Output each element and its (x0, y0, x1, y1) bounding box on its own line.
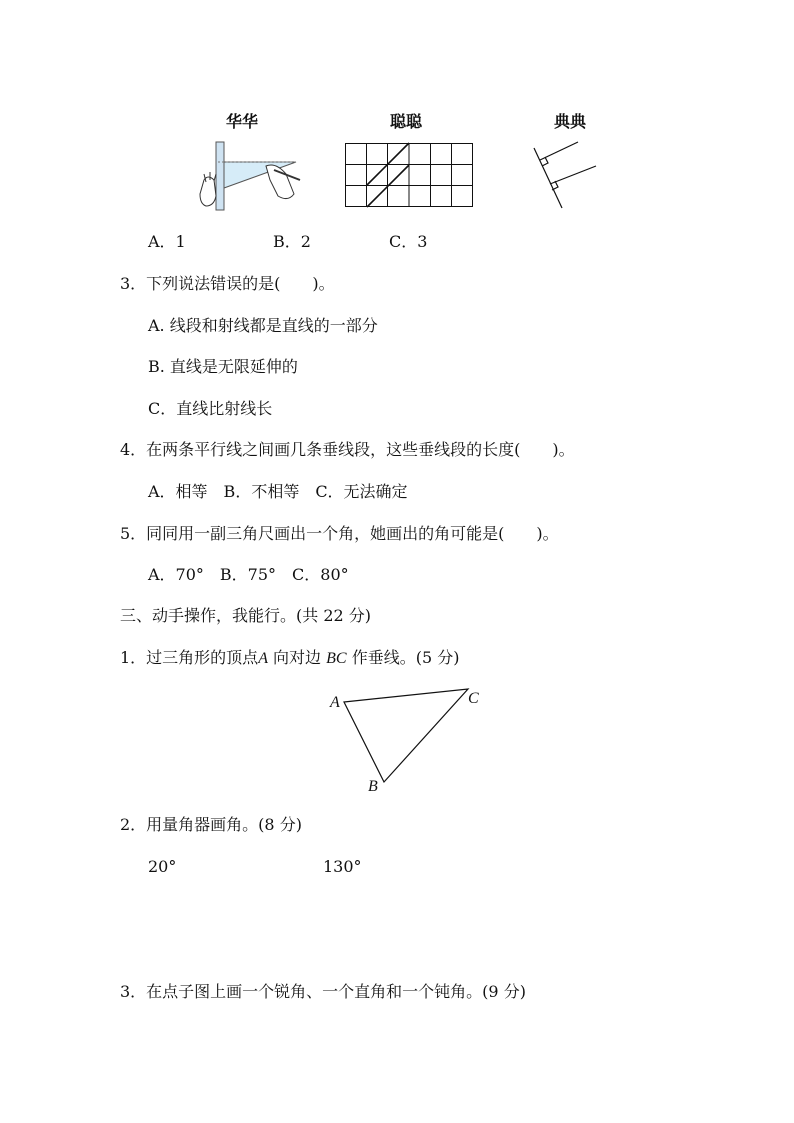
q3-option-c: C．直线比射线长 (148, 399, 273, 418)
triangle-abc (330, 680, 490, 800)
q3-stem: 3．下列说法错误的是( )。 (120, 274, 335, 293)
q3-option-a: A. 线段和射线都是直线的一部分 (148, 316, 378, 335)
s3-q1-stem: 1．过三角形的顶点A 向对边 BC 作垂线。(5 分) (120, 648, 460, 667)
congcong-grid-illustration (345, 143, 473, 207)
q3-option-b: B. 直线是无限延伸的 (148, 357, 298, 376)
angle-20-label: 20° (148, 857, 177, 876)
s3-q3-stem: 3．在点子图上画一个锐角、一个直角和一个钝角。(9 分) (120, 982, 526, 1001)
q5-options: A．70° B．75° C．80° (148, 565, 349, 584)
vertex-c-label: C (468, 690, 479, 707)
q2-option-a: A．1 (148, 232, 186, 251)
figure-label-diandian: 典典 (554, 112, 587, 131)
q2-option-b: B．2 (273, 232, 311, 251)
vertex-b-label: B (368, 778, 378, 795)
q4-options: A．相等 B．不相等 C．无法确定 (148, 482, 408, 501)
s3-q2-stem: 2．用量角器画角。(8 分) (120, 815, 302, 834)
diandian-perpendicular-illustration (528, 138, 600, 210)
section-3-title: 三、动手操作，我能行。(共 22 分) (120, 606, 372, 625)
q2-option-c: C．3 (389, 232, 428, 251)
q5-stem: 5．同同用一副三角尺画出一个角，她画出的角可能是( )。 (120, 524, 559, 543)
figure-label-congcong: 聪聪 (390, 112, 423, 131)
q4-stem: 4．在两条平行线之间画几条垂线段，这些垂线段的长度( )。 (120, 440, 575, 459)
figure-label-huahua: 华华 (226, 112, 259, 131)
huahua-set-square-illustration (196, 140, 306, 212)
angle-130-label: 130° (323, 857, 362, 876)
vertex-a-label: A (330, 694, 340, 711)
